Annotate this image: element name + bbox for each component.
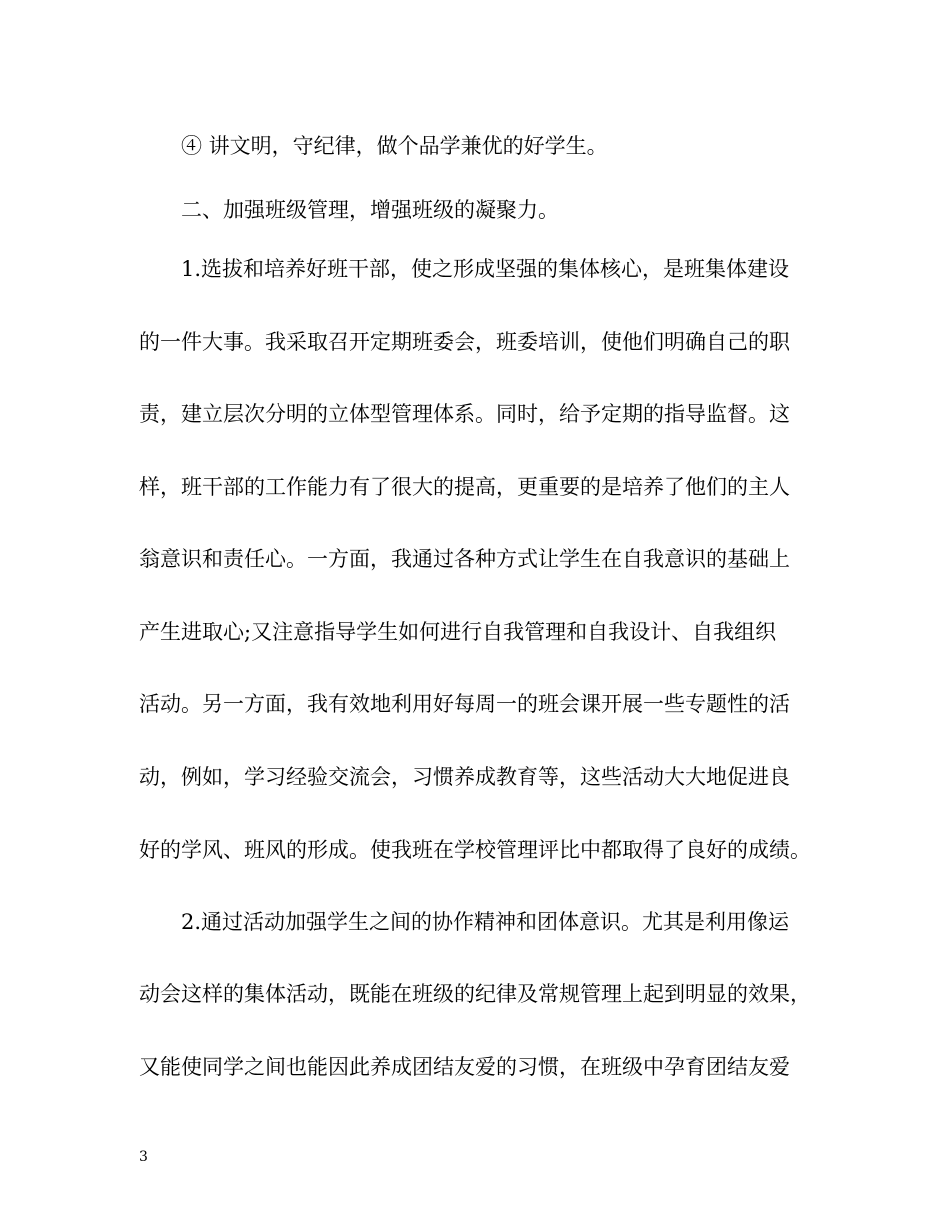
text-line-7: 翁意识和责任心。一方面，我通过各种方式让学生在自我意识的基础上 xyxy=(139,547,790,571)
text-line-11: 好的学风、班风的形成。使我班在学校管理评比中都取得了良好的成绩。 xyxy=(139,838,811,862)
text-line-6: 样，班干部的工作能力有了很大的提高，更重要的是培养了他们的主人 xyxy=(139,475,790,499)
text-line-10: 动，例如，学习经验交流会，习惯养成教育等，这些活动大大地促进良 xyxy=(139,765,790,789)
text-line-4: 的一件大事。我采取召开定期班委会，班委培训，使他们明确自己的职 xyxy=(139,330,790,354)
text-line-14: 又能使同学之间也能因此养成团结友爱的习惯，在班级中孕育团结友爱 xyxy=(139,1055,790,1079)
text-line-9: 活动。另一方面，我有效地利用好每周一的班会课开展一些专题性的活 xyxy=(139,692,790,716)
text-line-8: 产生进取心;又注意指导学生如何进行自我管理和自我设计、自我组织 xyxy=(139,620,777,644)
text-line-2: 二、加强班级管理，增强班级的凝聚力。 xyxy=(181,198,559,222)
text-line-13: 动会这样的集体活动，既能在班级的纪律及常规管理上起到明显的效果， xyxy=(139,982,811,1006)
text-line-3: 1.选拔和培养好班干部，使之形成坚强的集体核心，是班集体建设 xyxy=(181,257,790,281)
text-line-5: 责，建立层次分明的立体型管理体系。同时，给予定期的指导监督。这 xyxy=(139,402,790,426)
text-line-12: 2.通过活动加强学生之间的协作精神和团体意识。尤其是利用像运 xyxy=(181,910,790,934)
page-number: 3 xyxy=(139,1149,148,1165)
text-line-1: ④ 讲文明，守纪律，做个品学兼优的好学生。 xyxy=(181,134,608,158)
